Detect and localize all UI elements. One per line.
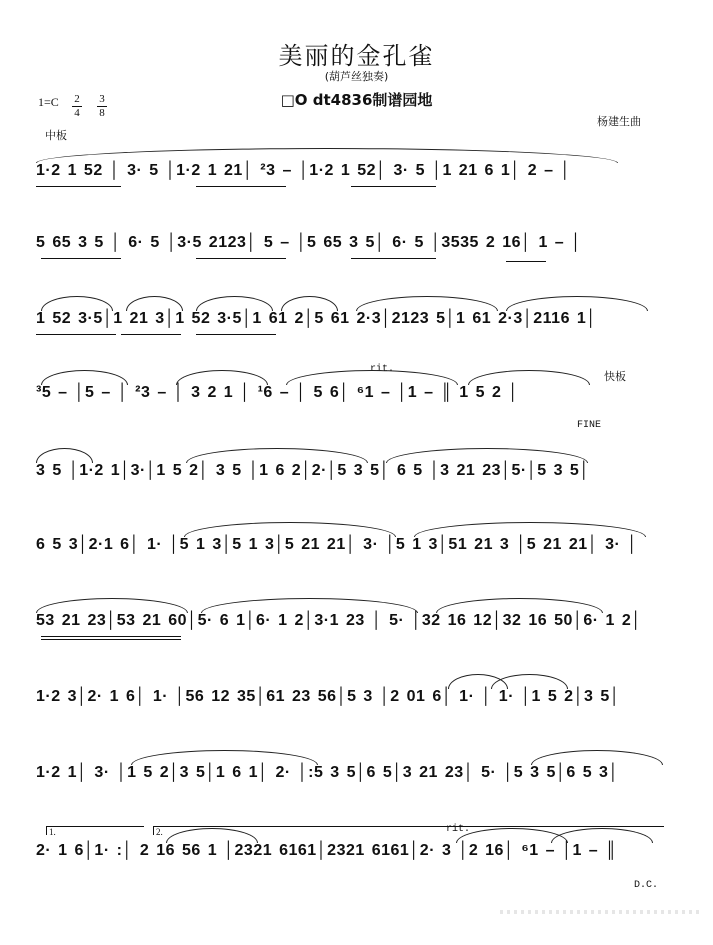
tempo-marking: 中板 [45,129,67,142]
notation-line: 1·2 1│ 3· │1 5 2│3 5│1 6 1│ 2· │:5 3 5│6 5│3 21 23│ 5· │5 3 5│6 5 3│ [36,764,619,781]
dc-marking: D.C. [634,880,659,891]
notation-line: 3 5 │1·2 1│3·│1 5 2│ 3 5 │1 6 2│2·│5 3 5│ 6 5 │3 21 23│5·│5 3 5│ [36,462,590,479]
fine-marking: FINE [577,420,602,431]
volta-2: 2. [153,826,664,835]
score-row-9 [36,742,662,812]
composer-credit: 杨建生曲 [597,115,641,128]
notation-line: 6 5 3│2·1 6│ 1· │5 1 3│5 1 3│5 21 21│ 3· │5 1 3│51 21 3 │5 21 21│ 3· │ [36,536,638,553]
score-row-10 [36,820,662,890]
time-sig-1-top: 2 [74,93,80,105]
time-signature-2 [97,94,107,119]
time-sig-2-bottom: 8 [99,107,105,119]
notation-line: 2· 1 6│1· :│ 2 16 56 1 │2321 6161│2321 6161│2· 3 │2 16│ ⁶1 – │1 – ║ [36,842,617,859]
score-row-5 [36,440,662,510]
key-signature: 1=C [38,95,59,109]
tempo-fast-marking: 快板 [604,370,626,383]
page-title: 美丽的金孔雀 [278,42,435,70]
watermark: □O dt4836制谱园地 [280,91,433,109]
score-row-2 [36,212,662,282]
notation-line: 1 52 3·5│1 21 3│1 52 3·5│1 61 2│5 61 2·3│2123 5│1 61 2·3│2116 1│ [36,310,597,327]
score-row-3 [36,288,662,358]
scan-artifact [500,910,700,914]
notation-line: 1·2 1 52 │ 3· 5 │1·2 1 21│ ²3 – │1·2 1 52│ 3· 5 │1 21 6 1│ 2 – │ [36,162,571,179]
time-sig-1-bottom: 4 [74,107,80,119]
score-row-7 [36,590,662,660]
time-signature-1 [72,94,82,119]
notation-line: 1·2 3│2· 1 6│ 1· │56 12 35│61 23 56│5 3 │2 01 6│ 1· │ 1· │1 5 2│3 5│ [36,688,621,705]
score-row-1 [36,140,662,210]
rit-marking: rit. [370,364,395,375]
score-row-4 [36,362,662,432]
score-row-6 [36,514,662,584]
time-sig-2-top: 3 [99,93,105,105]
volta-1: 1. [46,826,144,835]
score-row-8 [36,666,662,736]
notation-line: 53 21 23│53 21 60│5· 6 1│6· 1 2│3·1 23 │ 5· │32 16 12│32 16 50│6· 1 2│ [36,612,642,629]
subtitle: (葫芦丝独奏) [324,70,389,83]
rit-marking-2: rit. [446,824,471,835]
notation-line: ³5 – │5 – │ ²3 – │ 3 2 1 │ ¹6 – │ 5 6│ ⁶1 – │1 – ║ 1 5 2 │ [36,384,519,401]
notation-line: 5 65 3 5 │ 6· 5 │3·5 2123│ 5 – │5 65 3 5│ 6· 5 │3535 2 16│ 1 – │ [36,234,582,251]
